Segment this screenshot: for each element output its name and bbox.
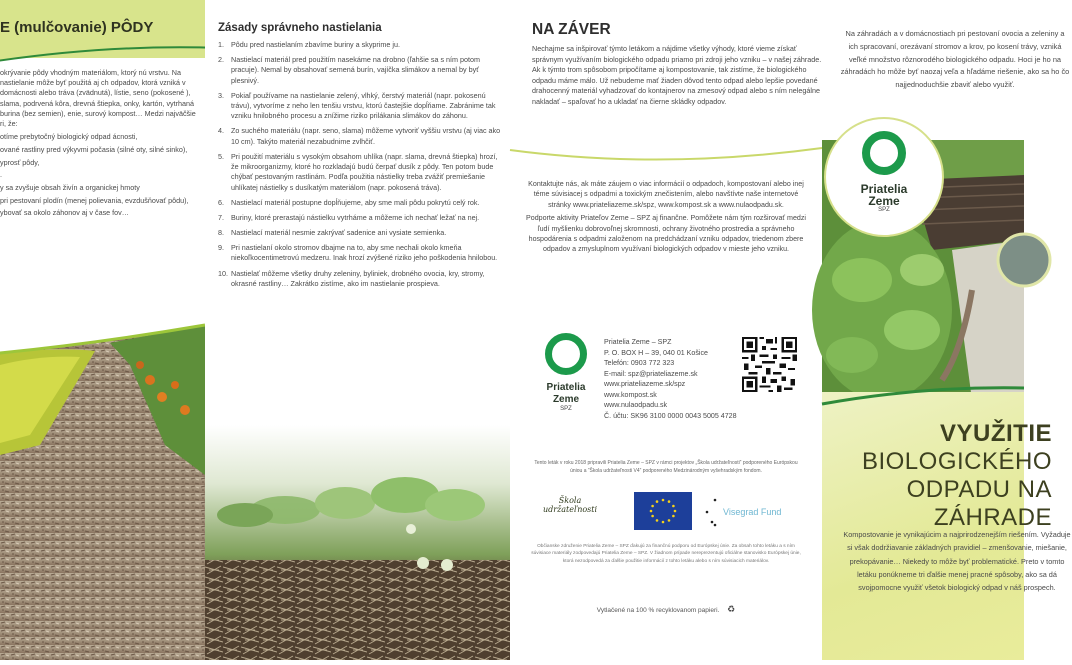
cover-title-line-1: VYUŽITIE <box>939 420 1052 447</box>
panel-mulching-intro <box>0 0 205 660</box>
skola-udrzatelnosti-logo <box>540 496 600 514</box>
section-title: Zásady správneho nastielania <box>218 22 382 34</box>
cover-intro-text: Na záhradách a v domácnostiach pri pestovaní ovocia a zeleniny a ich spracovaní, orezávaní stromov a krov, po kosení trávy, vzniká veľké množstvo rôznorodého biologického odpadu. Hoci je ho na záhradách ho môže byť naozaj veľa a hľadáme riešenie, ako sa ho čo najjednoduchšie zbaviť alebo využiť. <box>840 29 1070 90</box>
rule-number: 10. <box>218 268 228 278</box>
rule-number: 9. <box>218 243 224 253</box>
logo-name-2: Zeme <box>552 394 580 405</box>
rule-number: 7. <box>218 212 224 222</box>
header-curve <box>0 40 220 70</box>
rule-item <box>218 126 503 147</box>
rule-number: 6. <box>218 197 224 207</box>
rules-list <box>218 40 503 294</box>
disclaimer-text: Občianske združenie Priatelia Zeme – SPZ ďakujú za finančnú podporu od Európskej únie. Za obsah tohto letáku a s ním súvisiace materiály zodpovedajú Priatelia Zeme – SPZ. V žiadnom prípade nereprezentujú oficiálne stanovisko Európskej únie, ktorá nezodpovedá za ďalšie použitie informácií z tohto letáku alebo s ním súvisiacich materiálov. <box>531 544 801 564</box>
rule-item <box>218 243 503 264</box>
recycle-icon: ♻ <box>727 604 736 614</box>
rule-item <box>218 213 503 223</box>
cover-description: Kompostovanie je vynikajúcim a najprirodzenejším riešením. Vyžaduje si však dodržiavanie základných pravidiel – zmenšovanie, miešanie, prekopávanie… Niekedy to môže byť problematické. Preto v tomto letáku ponúkneme tri ďalšie menej pracné spôsoby, ako sa dá svojpomocne využiť všetok biologický odpad v náš prospech. <box>843 530 1071 593</box>
mulched-path-photo <box>0 325 205 660</box>
curved-divider <box>510 140 822 170</box>
cover-title-line-3: ODPADU NA ZÁHRADE <box>906 476 1052 531</box>
benefit-item: pri pestovaní plodín (menej polievania, evzdušňovať pôdu), <box>0 195 189 205</box>
badge-name-1: Priatelia <box>860 182 908 196</box>
rule-number: 3. <box>218 90 224 100</box>
rule-number: 5. <box>218 151 224 161</box>
contact-block <box>525 179 807 258</box>
panel-conclusion <box>510 0 822 660</box>
intro-text-block <box>0 68 200 221</box>
phone: Telefón: 0903 772 323 <box>604 359 675 367</box>
conclusion-text: Nechajme sa inšpirovať týmto letákom a nájdime všetky výhody, ktoré vieme získať správnym využívaním biologického odpadu priamo pri zdroji jeho vzniku – v našej záhrade. Ak k týmto trom spôsobom pripočítame aj kompostovanie, tak zistíme, že biologického odpadu máme málo. Už nebudeme mať žiaden dôvod tento odpad alebo lepšie povedané drahocenný materiál vyhadzovať do kontajnerov na zmesový odpad alebo s ním nelegálne nakladať – spaľovať ho a ukladať na čierne skládky odpadov. <box>532 44 822 106</box>
rule-text: Pri použití materiálu s vysokým obsahom uhlíka (napr. slama, drevná štiepka) hrozí, že mikroorganizmy, ktoré ho rozkladajú budú čerpať dusík z pôdy. Ten potom bude chýbať pestovaným rastlinám. Podľa použitia nástielky treba zvážiť premiešanie uhlíkatej nástielky s dusíkatým materiálom (napr. pokosená tráva). <box>231 151 498 192</box>
logo-badge <box>824 117 944 237</box>
skola-logo-text: Škola udržateľnosti <box>542 496 598 514</box>
benefits-list <box>0 132 200 218</box>
po-box: P. O. BOX H – 39, 040 01 Košice <box>604 348 708 357</box>
rule-text: Buriny, ktoré prerastajú nástielku vytrháme a môžeme ich nechať ležať na nej. <box>231 212 480 222</box>
logo-name-1: Priatelia <box>546 382 586 393</box>
rule-item <box>218 198 503 208</box>
panel-cover <box>822 0 1071 660</box>
rule-item <box>218 91 503 122</box>
rule-text: Nastielací materiál pred použitím nasekáme na drobno (ľahšie sa s ním potom pracuje). Nemal by obsahovať semená burín, vajíčka slimákov a nemal by byť plesnivý. <box>231 55 480 85</box>
rule-item <box>218 269 503 290</box>
benefit-item: . <box>0 170 2 180</box>
rule-text: Zo suchého materiálu (napr. seno, slama) môžeme vytvoriť vyššiu vrstvu (aj viac ako 10 cm). Takýto materiál nezabudnime zvlhčiť. <box>231 126 501 146</box>
bank-account: Č. účtu: SK96 3100 0000 0043 5005 4728 <box>604 411 737 420</box>
eu-flag-logo <box>634 492 692 530</box>
benefit-item: y sa zvyšuje obsah živín a organickej hmoty <box>0 183 140 193</box>
badge-name-3: SPZ <box>878 207 890 213</box>
funding-note: Tento leták v roku 2018 pripravili Priatelia Zeme – SPZ v rámci projektov „Škola udržateľnosti“ podporeného Európskou úniou a “Škola udržateľnosti V4” podporeného Medzinárodným vyšehradským fondom. <box>534 460 798 474</box>
email-link[interactable]: E-mail: spz@priateliazeme.sk <box>604 369 698 378</box>
sponsor-logos <box>530 492 802 532</box>
rule-text: Nastielací materiál postupne dopĺňujeme, aby sme mali pôdu pokrytú celý rok. <box>231 197 480 207</box>
panel-mulching-rules <box>205 0 510 660</box>
visegrad-fund-logo <box>705 498 805 528</box>
website-link[interactable]: www.nulaodpadu.sk <box>604 401 668 409</box>
section-title: NA ZÁVER <box>532 21 611 38</box>
cover-title <box>822 420 1052 532</box>
visegrad-logo-text: Visegrad Fund <box>723 507 782 517</box>
rule-item <box>218 152 503 193</box>
website-link[interactable]: www.priateliazeme.sk/spz <box>604 380 686 388</box>
rule-text: Pôdu pred nastielaním zbavíme buriny a skyprime ju. <box>231 40 400 49</box>
rule-item <box>218 40 503 50</box>
rule-number: 4. <box>218 126 224 136</box>
intro-paragraph: okrývanie pôdy vhodným materiálom, ktorý nú vrstvu. Na nastielanie môže byť použitá aj ch odpadov, ktorá vzniká v domácnosti alebo tráva (zvädnutá), lístie, seno (pokosené ), slama, podrvená kôra, drevná štiepka, onky, kartón, vytrhaná burina (bez semien), enie, surový kompost… Medzi najväčšie ri, že: <box>0 68 196 129</box>
section-title: E (mulčovanie) PÔDY <box>0 19 154 36</box>
benefit-item: yprosť pôdy, <box>0 157 40 167</box>
website-link[interactable]: www.kompost.sk <box>604 390 657 399</box>
rule-item <box>218 228 503 238</box>
badge-name-2: Zeme <box>868 194 900 208</box>
ring-logo-icon <box>545 333 587 375</box>
rule-number: 2. <box>218 55 224 65</box>
rule-text: Pokiaľ používame na nastielanie zelený, vlhký, čerstvý materiál (napr. pokosenú trávu), vytvoríme z neho len tenšiu vrstvu, ktorú častejšie dopĺňame. Zabránime tak vzniku hnilobného procesu a znížime riziko prilákania slimákov do záhonu. <box>231 90 496 121</box>
benefit-item: ybovať sa okolo záhonov aj v čase fov… <box>0 208 129 218</box>
rule-item <box>218 55 503 86</box>
support-text: Podporte aktivity Priateľov Zeme – SPZ aj finančne. Pomôžete nám tým rozširovať medzi ľudí myšlienku dobrovoľnej skromnosti, ochrany životného prostredia a správneho hospodárenia s odpadmi založenom na predchádzaní vzniku odpadov, triedenom zbere odpadov a zmysluplnom využívaní biologických odpadov v mieste jeho vzniku. <box>526 214 806 254</box>
cover-title-line-2: BIOLOGICKÉHO <box>861 448 1052 475</box>
rule-number: 8. <box>218 228 224 238</box>
rule-text: Nastielať môžeme všetky druhy zeleniny, byliniek, drobného ovocia, kry, stromy, okrasné rastliny… Zakrátko zistíme, ako im nastielanie prospieva. <box>231 268 485 288</box>
address-block <box>604 337 737 421</box>
benefit-item: otíme prebytočný biologický odpad ácnosti, <box>0 132 138 142</box>
ring-logo-icon <box>862 131 906 175</box>
recycled-text: Vytlačené na 100 % recyklovanom papieri. <box>596 607 720 614</box>
rule-text: Pri nastielaní okolo stromov dbajme na to, aby sme nechali okolo kmeňa niekoľkocentimetrovú medzeru. Inak hrozí zvýšené riziko jeho poškodenia hnilobou. <box>231 243 498 263</box>
benefit-item: ované rastliny pred výkyvmi počasia (silné oty, silné sinko), <box>0 144 188 154</box>
strawberry-mulch-photo <box>205 425 510 660</box>
priatelia-zeme-logo <box>540 333 592 412</box>
org-name: Priatelia Zeme – SPZ <box>604 338 672 346</box>
recycled-paper-note <box>510 604 822 615</box>
logo-name-3: SPZ <box>560 406 572 412</box>
rule-number: 1. <box>218 40 224 49</box>
qr-code <box>742 337 797 392</box>
rule-text: Nastielací materiál nesmie zakrývať sadenice ani vysiate semienka. <box>231 228 447 238</box>
contact-text: Kontaktujte nás, ak máte záujem o viac informácií o odpadoch, kompostovaní alebo inej téme súvisiacej s odpadmi a toxickým znečistením, alebo navštívte naše internetové stránky www.priateliazeme.sk/spz, www.kompost.sk a www.nulaodpadu.sk. <box>528 180 804 209</box>
